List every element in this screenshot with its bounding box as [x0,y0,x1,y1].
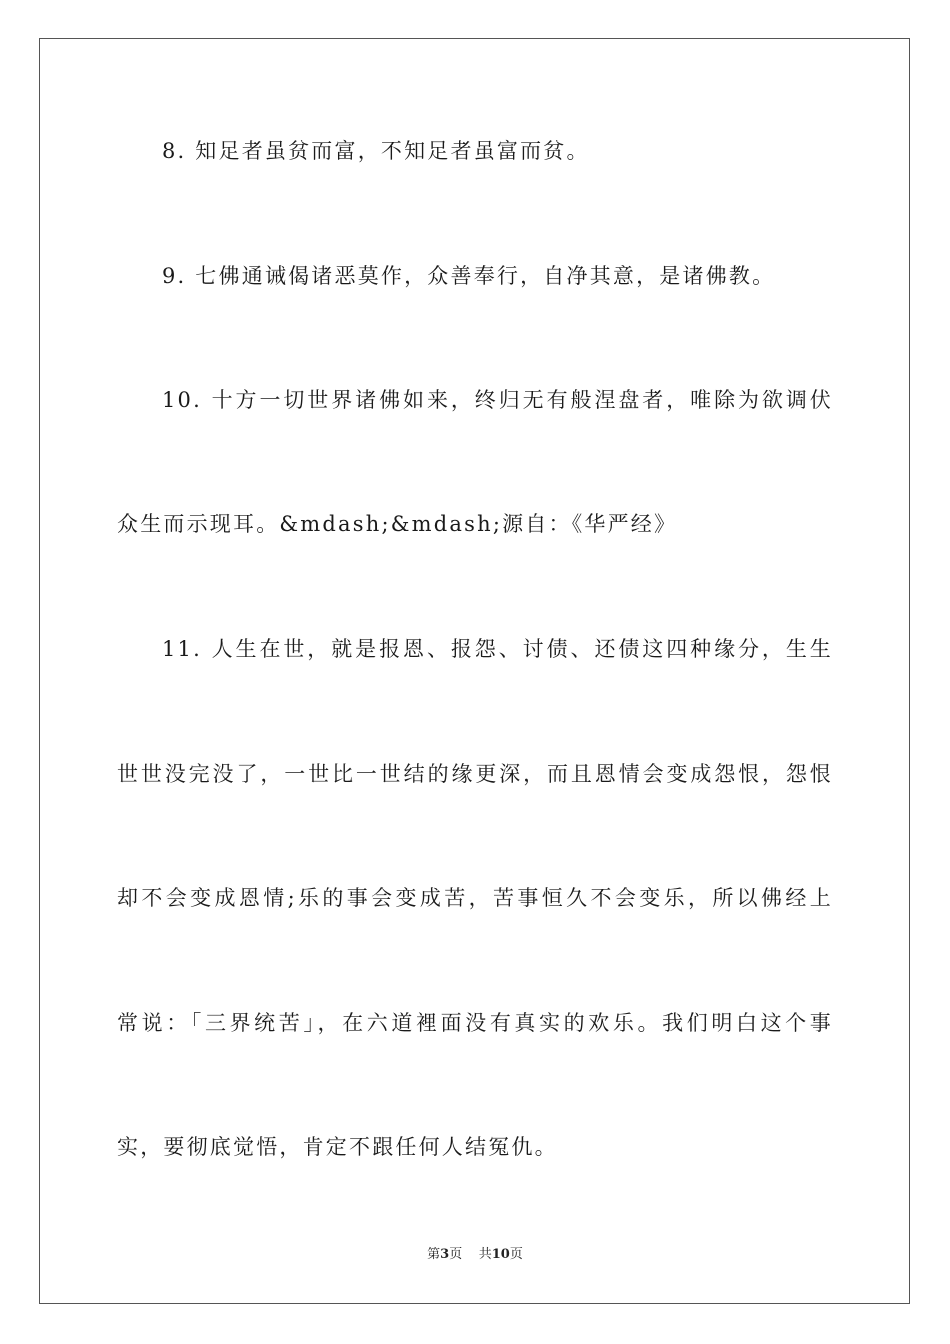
paragraph-11-line-5: 实，要彻底觉悟，肯定不跟任何人结冤仇。 [117,1135,558,1159]
paragraph-10-line-1: 10. 十方一切世界诸佛如来，终归无有般涅盘者，唯除为欲调伏 [162,388,833,412]
paragraph-11-line-3: 却不会变成恩情;乐的事会变成苦，苦事恒久不会变乐，所以佛经上 [117,886,833,910]
paragraph-10-line-2: 众生而示现耳。&mdash;&mdash;源自：《华严经》 [117,512,678,536]
paragraph-11-line-4: 常说：「三界统苦」，在六道裡面没有真实的欢乐。我们明白这个事 [117,1011,833,1035]
page-frame [39,38,910,1304]
page-footer [0,1246,950,1264]
footer-total-prefix: 共 [478,1247,492,1262]
footer-page-number: 3 [440,1247,450,1262]
footer-total-pages: 10 [491,1247,510,1262]
footer-page-prefix: 第 [427,1247,441,1262]
footer-page-suffix: 页 [449,1247,463,1262]
paragraph-11-line-2: 世世没完没了，一世比一世结的缘更深，而且恩情会变成怨恨，怨恨 [117,762,833,786]
paragraph-9: 9. 七佛通诫偈诸恶莫作，众善奉行，自净其意，是诸佛教。 [162,264,776,288]
paragraph-11-line-1: 11. 人生在世，就是报恩、报怨、讨债、还债这四种缘分，生生 [162,637,833,661]
footer-total-suffix: 页 [509,1247,523,1262]
paragraph-8: 8. 知足者虽贫而富，不知足者虽富而贫。 [162,139,590,163]
